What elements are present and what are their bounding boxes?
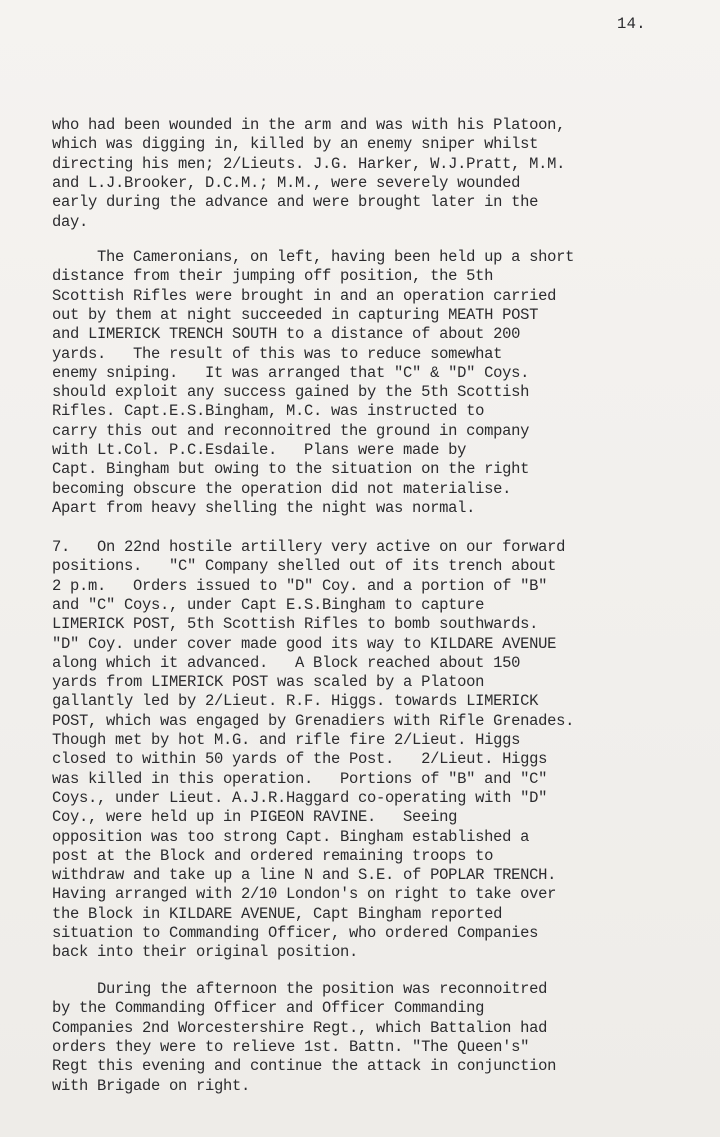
text-line: yards from LIMERICK POST was scaled by a Platoon	[52, 673, 485, 692]
text-line: Apart from heavy shelling the night was normal.	[52, 498, 476, 517]
text-line: out by them at night succeeded in capturing MEATH POST	[52, 305, 539, 324]
text-line: becoming obscure the operation did not materialise.	[52, 479, 512, 498]
text-line: distance from their jumping off position, the 5th	[52, 267, 494, 286]
text-line: along which it advanced. A Block reached about 150	[52, 653, 521, 672]
text-line: closed to within 50 yards of the Post. 2/Lieut. Higgs	[52, 750, 548, 769]
text-line: opposition was too strong Capt. Bingham established a	[52, 827, 530, 846]
text-line: situation to Commanding Officer, who ordered Companies	[52, 924, 539, 942]
text-line: 2 p.m. Orders issued to "D" Coy. and a portion of "B"	[52, 576, 548, 595]
text-line: and "C" Coys., under Capt E.S.Bingham to capture	[52, 595, 485, 614]
text-line: 7. On 22nd hostile artillery very active on our forward	[52, 538, 566, 556]
text-line: During the afternoon the position was reconnoitred	[52, 980, 548, 998]
text-line: who had been wounded in the arm and was with his Platoon,	[52, 116, 566, 134]
text-line: yards. The result of this was to reduce somewhat	[52, 344, 503, 363]
text-line: the Block in KILDARE AVENUE, Capt Bingham reported	[52, 904, 503, 923]
text-line: "D" Coy. under cover made good its way to KILDARE AVENUE	[52, 634, 557, 653]
text-line: enemy sniping. It was arranged that "C" & "D" Coys.	[52, 363, 530, 382]
text-line: carry this out and reconnoitred the ground in company	[52, 421, 530, 440]
text-line: early during the advance and were brought later in the	[52, 193, 539, 212]
text-line: Regt this evening and continue the attack in conjunction	[52, 1057, 557, 1076]
text-line: Capt. Bingham but owing to the situation on the right	[52, 460, 530, 479]
text-line: Though met by hot M.G. and rifle fire 2/Lieut. Higgs	[52, 731, 521, 749]
text-line: was killed in this operation. Portions of "B" and "C"	[52, 769, 548, 788]
text-line: which was digging in, killed by an enemy sniper whilst	[52, 135, 539, 154]
text-line: should exploit any success gained by the 5th Scottish	[52, 383, 530, 402]
text-line: Coys., under Lieut. A.J.R.Haggard co-operating with "D"	[52, 788, 548, 807]
text-line: Rifles. Capt.E.S.Bingham, M.C. was instructed to	[52, 402, 485, 421]
text-line: positions. "C" Company shelled out of its trench about	[52, 557, 557, 576]
text-line: Having arranged with 2/10 London's on right to take over	[52, 885, 557, 904]
text-line: Coy., were held up in PIGEON RAVINE. Seeing	[52, 808, 458, 827]
text-line: back into their original position.	[52, 943, 359, 962]
text-line: with Lt.Col. P.C.Esdaile. Plans were made by	[52, 441, 467, 459]
text-line: Companies 2nd Worcestershire Regt., which Battalion had	[52, 1018, 548, 1037]
text-line: and LIMERICK TRENCH SOUTH to a distance of about 200	[52, 325, 521, 344]
text-line: and L.J.Brooker, D.C.M.; M.M., were severely wounded	[52, 173, 521, 192]
text-line: day.	[52, 212, 89, 231]
text-line: directing his men; 2/Lieuts. J.G. Harker, W.J.Pratt, M.M.	[52, 154, 566, 173]
text-line: gallantly led by 2/Lieut. R.F. Higgs. towards LIMERICK	[52, 692, 539, 711]
text-line: POST, which was engaged by Grenadiers with Rifle Grenades.	[52, 711, 575, 730]
text-line: LIMERICK POST, 5th Scottish Rifles to bomb southwards.	[52, 615, 539, 634]
text-line: orders they were to relieve 1st. Battn. "The Queen's"	[52, 1037, 530, 1056]
text-line: Scottish Rifles were brought in and an operation carried	[52, 286, 557, 305]
text-line: withdraw and take up a line N and S.E. of POPLAR TRENCH.	[52, 866, 557, 885]
text-line: with Brigade on right.	[52, 1076, 251, 1095]
text-line: post at the Block and ordered remaining troops to	[52, 846, 494, 865]
page-number: 14.	[617, 15, 646, 33]
text-line: The Cameronians, on left, having been held up a short	[52, 248, 575, 266]
text-line: by the Commanding Officer and Officer Commanding	[52, 999, 485, 1018]
